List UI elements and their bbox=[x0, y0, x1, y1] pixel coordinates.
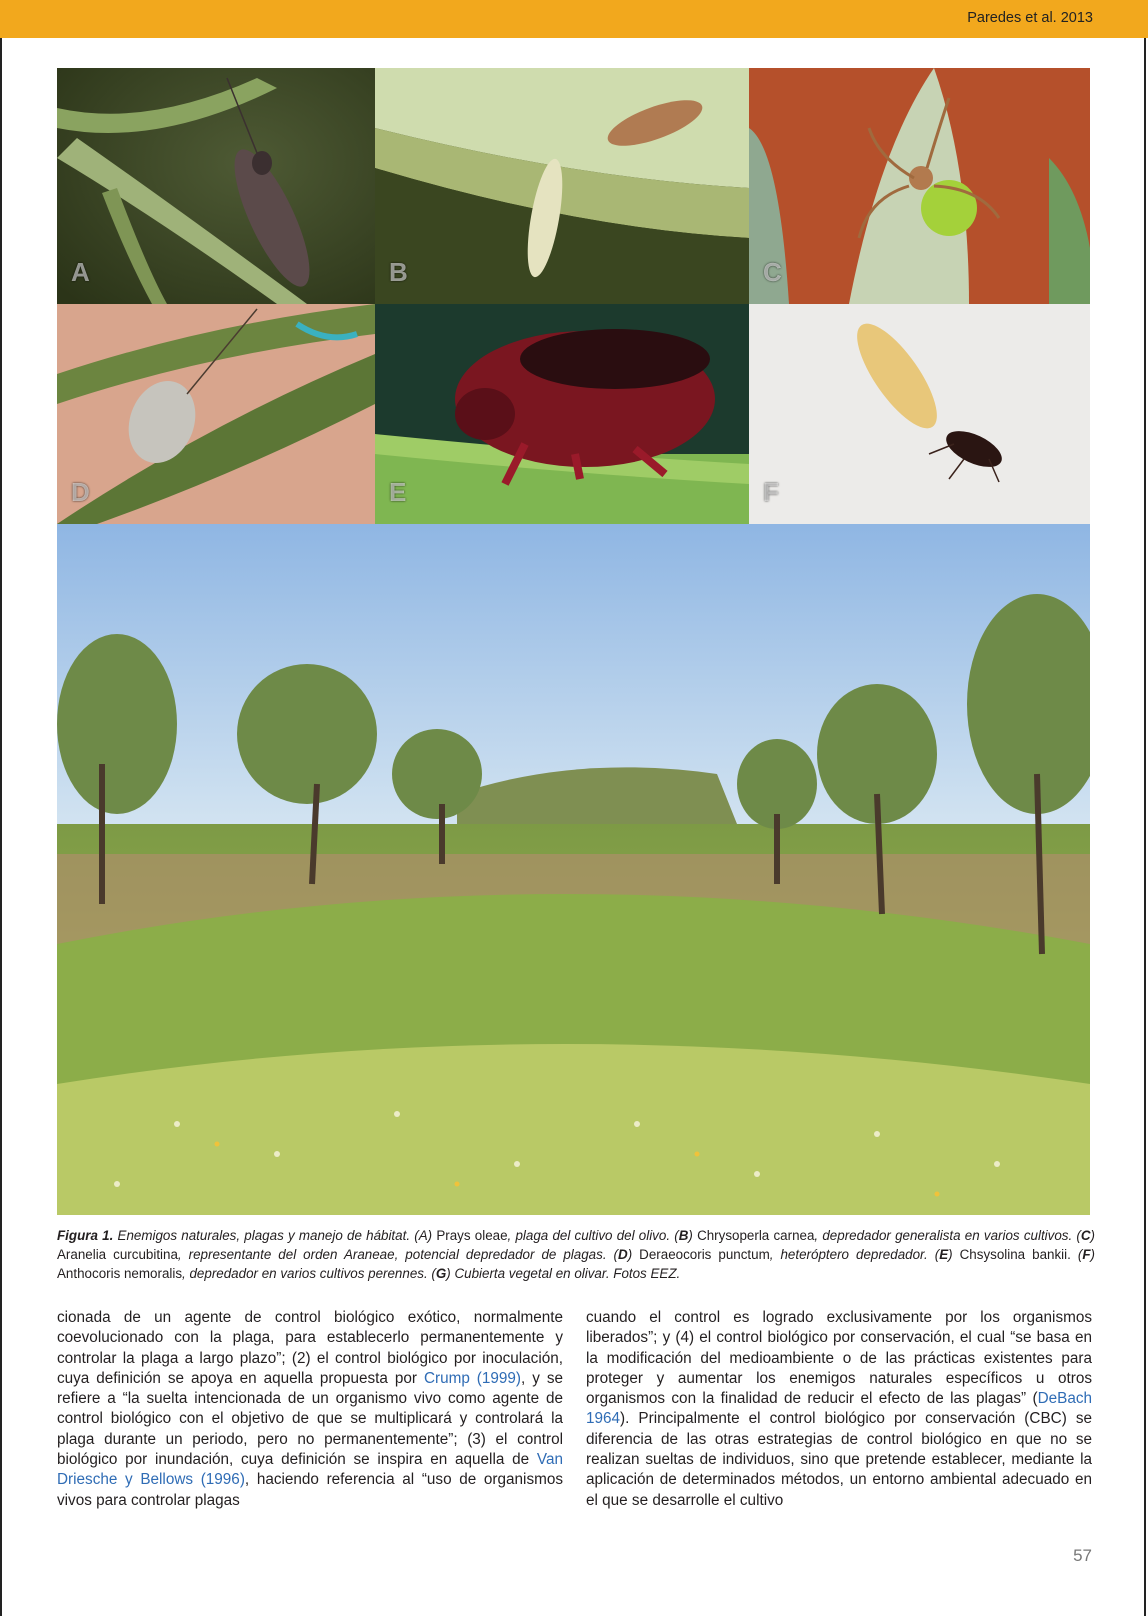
left-text-1: cionada de un agente de control biológico exótico, normalmente coevolucionado con la plaga, para establecerlo permanentemente y controlar la plaga a largo plazo”; (2) el control biológico por inoculación, cuya definición se apoya en aquella propuesta por bbox=[57, 1309, 563, 1387]
panel-letter-b: B bbox=[389, 257, 408, 287]
figure-1 bbox=[57, 68, 1090, 1215]
header-citation: Paredes et al. 2013 bbox=[967, 10, 1093, 26]
panel-letter-d: D bbox=[71, 477, 90, 507]
photo-g-olive-grove bbox=[57, 524, 1090, 1215]
caption-species-a: Prays oleae bbox=[436, 1228, 508, 1243]
panel-letter-f: F bbox=[763, 477, 779, 507]
figure-caption bbox=[57, 1226, 1095, 1283]
header-bar bbox=[0, 0, 1148, 38]
photo-f-larva-bug bbox=[749, 304, 1090, 524]
caption-desc-c: , representante del orden Araneae, potencial depredador de plagas. ( bbox=[177, 1247, 619, 1262]
caption-desc-d: , heteróptero depredador. ( bbox=[769, 1247, 940, 1262]
caption-desc-b: , depredador generalista en varios cultivos. ( bbox=[814, 1228, 1081, 1243]
caption-close-f: ) bbox=[1090, 1247, 1095, 1262]
caption-letter-f: F bbox=[1082, 1247, 1091, 1262]
caption-letter-d: D bbox=[618, 1247, 628, 1262]
left-text-2: , y se refiere a “la suelta intencionada de un organismo vivo como agente de control biológico con el objetivo de que se multiplicará y controlará la plaga durante un periodo, pero no permanentemente”; (3) el control biológico por inundación, cuya definición se inspira en aquella de bbox=[57, 1369, 563, 1469]
caption-close-d: ) bbox=[627, 1247, 640, 1262]
body-column-right bbox=[586, 1308, 1092, 1511]
left-text-3: , haciendo referencia al “uso de organismos vivos para controlar plagas bbox=[57, 1471, 563, 1509]
caption-species-c: Aranelia curcubitina bbox=[57, 1247, 178, 1262]
photo-a-moth bbox=[57, 68, 375, 304]
photo-b-lacewing-larva bbox=[375, 68, 749, 304]
caption-intro: Enemigos naturales, plagas y manejo de hábitat. (A) bbox=[113, 1228, 437, 1243]
caption-species-d: Deraeocoris punctum bbox=[639, 1247, 770, 1262]
photo-c-spider bbox=[749, 68, 1090, 304]
body-column-left bbox=[57, 1308, 563, 1511]
caption-desc-a: , plaga del cultivo del olivo. ( bbox=[507, 1228, 679, 1243]
right-text-1: cuando el control es logrado exclusivamente por los organismos liberados”; y (4) el control biológico por conservación, el cual “se basa en la modificación del medioambiente o de las prácticas existentes para proteger y aumentar los enemigos naturales específicos u otros organismos con la finalidad de reducir el efecto de las plagas” ( bbox=[586, 1309, 1092, 1408]
page-number: 57 bbox=[1073, 1546, 1092, 1565]
caption-label: Figura 1. bbox=[57, 1228, 114, 1243]
photo-d-bug bbox=[57, 304, 375, 524]
citation-link-crump[interactable]: Crump (1999) bbox=[423, 1369, 522, 1387]
caption-close-e: ) bbox=[948, 1247, 960, 1262]
caption-letter-c: C bbox=[1080, 1228, 1091, 1243]
citation-link-van-driesche[interactable]: Van Driesche y Bellows (1996) bbox=[57, 1451, 563, 1489]
caption-close-c: ) bbox=[1090, 1228, 1096, 1243]
caption-desc-e: ( bbox=[1070, 1247, 1083, 1262]
right-text-2: ). Principalmente el control biológico por conservación (CBC) se diferencia de las otras estrategias de control biológico en que no se realizan sueltas de individuos, sino que pretende establecer, mediante la aplicación de determinados métodos, un entorno ambiental adecuado en el que se desarrolle el cultivo bbox=[586, 1410, 1092, 1509]
caption-letter-b: B bbox=[678, 1228, 689, 1243]
caption-desc-g: ) Cubierta vegetal en olivar. Fotos EEZ. bbox=[446, 1266, 681, 1281]
caption-species-f: Anthocoris nemoralis bbox=[57, 1266, 183, 1281]
caption-desc-f: , depredador en varios cultivos perennes. ( bbox=[182, 1266, 436, 1281]
citation-link-debach[interactable]: DeBach 1964 bbox=[586, 1390, 1092, 1428]
panel-letter-a: A bbox=[71, 257, 90, 287]
caption-close-b: ) bbox=[688, 1228, 698, 1243]
photo-e-beetle bbox=[375, 304, 749, 524]
panel-letter-c: C bbox=[763, 257, 782, 287]
panel-letter-e: E bbox=[389, 477, 407, 507]
caption-letter-e: E bbox=[939, 1247, 949, 1262]
caption-letter-g: G bbox=[435, 1266, 447, 1281]
caption-species-e: Chsysolina bankii. bbox=[959, 1247, 1071, 1262]
caption-species-b: Chrysoperla carnea bbox=[697, 1228, 815, 1243]
